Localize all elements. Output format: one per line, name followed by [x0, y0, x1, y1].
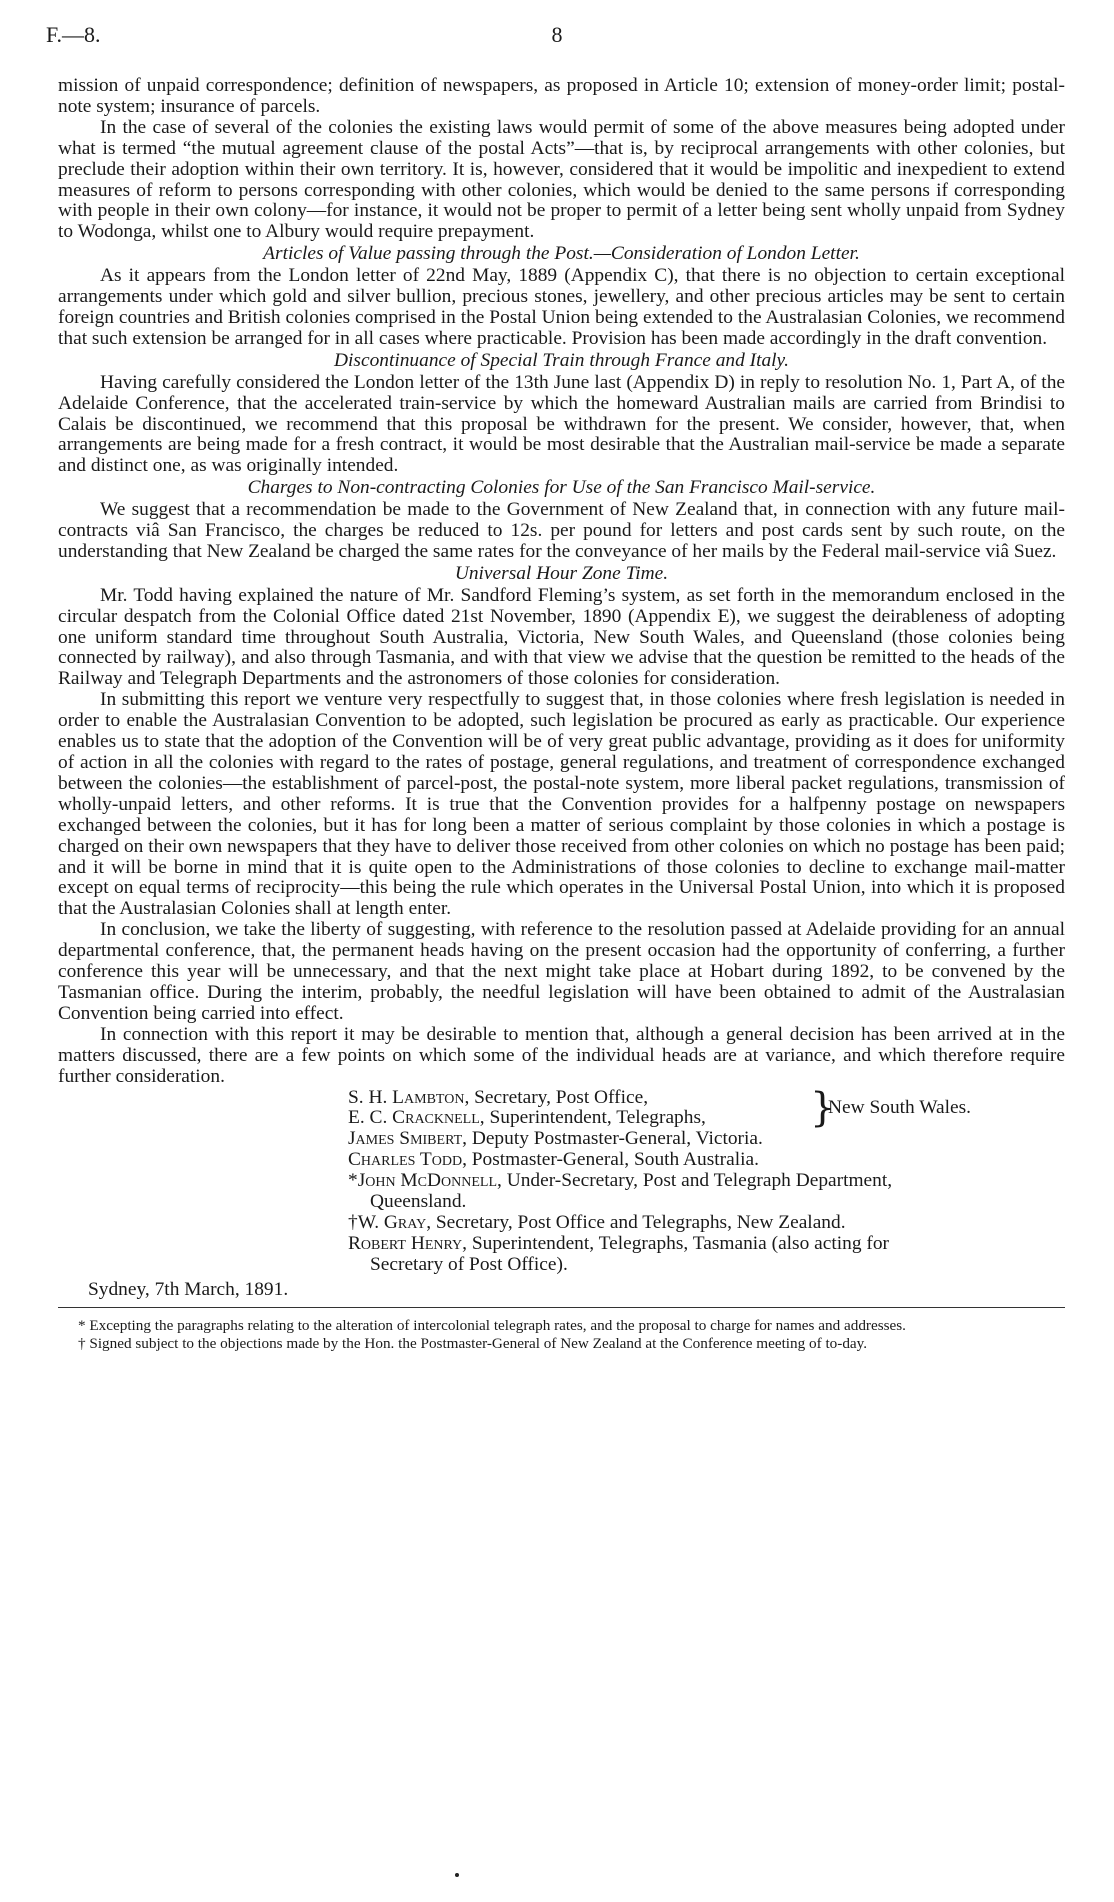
nsw-signatories — [58, 1084, 1065, 1131]
signatory-name: John McDonnell — [357, 1170, 497, 1192]
section-heading: Discontinuance of Special Train through France and Italy. — [334, 349, 789, 371]
footnote: † Signed subject to the objections made by the Hon. the Postmaster-General of New Zealand at the Conference meeting of to-day. — [78, 1334, 868, 1352]
page-number: 8 — [551, 22, 563, 47]
document-reference: F.—8. — [46, 22, 101, 47]
signatory-title: , Secretary, Post Office, — [464, 1086, 649, 1108]
signatory-title: , Secretary, Post Office and Telegraphs, New Zealand. — [426, 1211, 846, 1233]
signatory-name: James Smibert — [348, 1128, 463, 1150]
paragraph: In submitting this report we venture very respectfully to suggest that, in those colonies where fresh legislation is needed in order to enable the Australasian Convention to be adopted, such legislation be procured as early as practicable. Our experience enables us to state that the adoption of the Convention will be of very great public advantage, providing as it does for uniformity of action in all the colonies with regard to the rates of postage, general regulations, and treatment of correspondence exchanged between the colonies—the establishment of parcel-post, the postal-note system, more liberal packet regulations, transmission of wholly-unpaid letters, and other reforms. It is true that the Convention provides for a halfpenny postage on newspapers exchanged between the colonies, but it has for long been a matter of serious complaint by those colonies in which a postage is charged on their own newspapers that they have to deliver those received from other colonies on which no postage has been paid; and it will be borne in mind that it is quite open to the Administrations of those colonies to decline to exchange mail-matter except on equal terms of reciprocity—this being the rule which operates in the Universal Postal Union, into which it is proposed that the Australasian Colonies shall at length enter. — [58, 689, 1065, 920]
signatory-title: , Postmaster-General, South Australia. — [462, 1149, 759, 1171]
signatory — [58, 1129, 1065, 1150]
signatory — [58, 1234, 1065, 1276]
signatory-name: Charles Todd — [348, 1149, 463, 1171]
section-heading: Universal Hour Zone Time. — [454, 562, 669, 584]
brace-icon: } — [810, 1084, 836, 1131]
footnote: * Excepting the paragraphs relating to the alteration of intercolonial telegraph rates, and the proposal to charge for names and addresses. — [78, 1317, 906, 1335]
footnote-marker: * — [348, 1170, 358, 1192]
signatory-title-continued: Secretary of Post Office). — [370, 1253, 568, 1275]
signatory-title: , Superintendent, Telegraphs, — [479, 1107, 706, 1129]
signature-block — [58, 1084, 1065, 1276]
document-body — [58, 76, 1065, 1352]
signatory-name: Robert Henry — [348, 1232, 463, 1254]
paragraph: Mr. Todd having explained the nature of Mr. Sandford Fleming’s system, as set forth in the memorandum enclosed in the circular despatch from the Colonial Office dated 21st November, 1890 (Appendix E), we suggest the deirableness of adopting one uniform standard time throughout South Australia, Victoria, New South Wales, and Queensland (those colonies being connected by railway), and also through Tasmania, and with that view we advise that the question be remitted to the heads of the Railway and Telegraph Departments and the astronomers of those colonies for consideration. — [58, 584, 1065, 690]
paragraph: We suggest that a recommendation be made to the Government of New Zealand that, in connection with any future mail-contracts viâ San Francisco, the charges be reduced to 12s. per pound for letters and post cards sent by such route, on the understanding that New Zealand be charged the same rates for the conveyance of her mails by the Federal mail-service viâ Suez. — [58, 499, 1065, 562]
signatory — [58, 1213, 1065, 1234]
footnotes — [58, 1317, 1065, 1352]
paragraph: In conclusion, we take the liberty of suggesting, with reference to the resolution passed at Adelaide providing for an annual departmental conference, that, the permanent heads having on the present occasion had the opportunity of conferring, a further conference this year will be unnecessary, and that the next might take place at Hobart during 1892, to be convened by the Tasmanian office. During the interim, probably, the needful legislation will have been obtained to admit of the Australasian Convention being carried into effect. — [58, 919, 1065, 1024]
dateline: Sydney, 7th March, 1891. — [88, 1278, 289, 1300]
text-blocks — [58, 76, 1065, 1088]
footnote-rule — [58, 1307, 1065, 1308]
page-header — [46, 22, 1068, 52]
page-mark — [455, 1873, 459, 1877]
signatory-title: , Superintendent, Telegraphs, Tasmania (also acting for — [462, 1232, 889, 1254]
signatory-title: , Deputy Postmaster-General, Victoria. — [462, 1128, 763, 1150]
signatory-title-continued: Queensland. — [370, 1191, 467, 1213]
paragraph: In the case of several of the colonies the existing laws would permit of some of the above measures being adopted under what is termed “the mutual agreement clause of the postal Acts”—that is, by reciprocal arrangements with other colonies, but preclude their adoption within their own territory. It is, however, considered that it would be impolitic and inexpedient to extend measures of reform to persons corresponding with other colonies, which would be denied to the same persons if corresponding with people in their own colony—for instance, it would not be proper to permit of a letter being sent wholly unpaid from Sydney to Wodonga, whilst one to Albury would require prepayment. — [58, 116, 1065, 243]
signatory — [58, 1171, 1065, 1213]
signatory-name: W. Gray — [357, 1211, 427, 1233]
paragraph: Having carefully considered the London letter of the 13th June last (Appendix D) in reply to resolution No. 1, Part A, of the Adelaide Conference, that the accelerated train-service by which the homeward Australian mails are carried from Brindisi to Calais be discontinued, we recommend that this proposal be withdrawn for the present. We consider, however, that, when arrangements are being made for a fresh contract, it would be most desirable that the Australian mail-service be made a separate and distinct one, as was originally intended. — [58, 371, 1065, 477]
section-heading: Charges to Non-contracting Colonies for Use of the San Francisco Mail-service. — [247, 477, 876, 499]
paragraph: In connection with this report it may be desirable to mention that, although a general decision has been arrived at in the matters discussed, there are a few points on which some of the individual heads are at variance, and which therefore require further consideration. — [58, 1023, 1065, 1087]
paragraph: As it appears from the London letter of 22nd May, 1889 (Appendix C), that there is no objection to certain exceptional arrangements under which gold and silver bullion, precious stones, jewellery, and other precious articles may be sent to certain foreign countries and British colonies comprised in the Postal Union being extended to the Australasian Colonies, we recommend that such extension be arranged for in all cases where practicable. Provision has been made accordingly in the draft convention. — [58, 265, 1065, 349]
nsw-label: New South Wales. — [828, 1096, 971, 1118]
signatory-name: S. H. Lambton — [348, 1086, 465, 1108]
signatory-title: , Under-Secretary, Post and Telegraph Department, — [497, 1170, 893, 1192]
section-heading: Articles of Value passing through the Post.—Consideration of London Letter. — [263, 243, 860, 265]
paragraph: mission of unpaid correspondence; definition of newspapers, as proposed in Article 10; extension of money-order limit; postal-note system; insurance of parcels. — [58, 75, 1065, 117]
signatory-name: E. C. Cracknell — [348, 1107, 480, 1129]
signatory — [58, 1150, 1065, 1171]
footnote-marker: † — [348, 1211, 358, 1233]
